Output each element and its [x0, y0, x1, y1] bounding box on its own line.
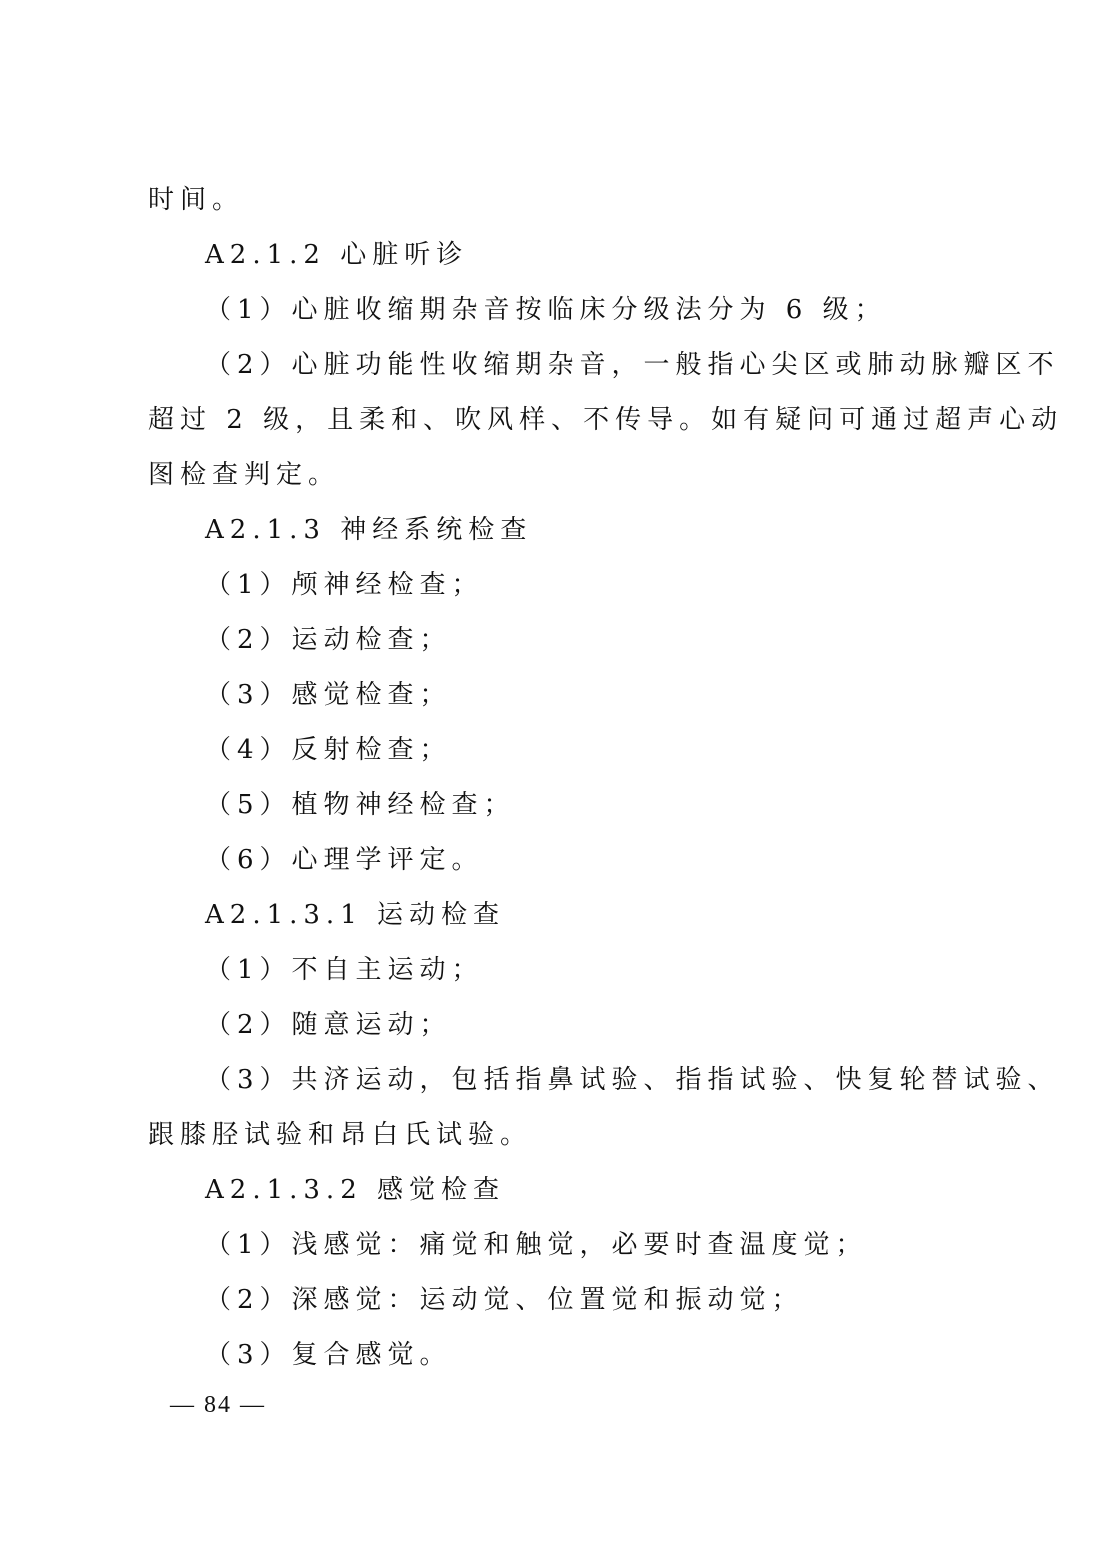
list-item: （1）不自主运动；	[205, 955, 484, 985]
section-heading-a2-1-2: A2.1.2 心脏听诊	[205, 240, 469, 270]
list-item: （2）心脏功能性收缩期杂音，一般指心尖区或肺动脉瓣区不	[205, 350, 1060, 380]
list-item: （3）感觉检查；	[205, 680, 452, 710]
paragraph-line: 超过 2 级，且柔和、吹风样、不传导。如有疑问可通过超声心动	[148, 405, 1064, 435]
paragraph-line-continuation: 时间。	[148, 185, 245, 215]
section-heading-a2-1-3-2: A2.1.3.2 感觉检查	[205, 1175, 506, 1205]
list-item: （4）反射检查；	[205, 735, 452, 765]
list-item: （1）颅神经检查；	[205, 570, 484, 600]
section-heading-a2-1-3: A2.1.3 神经系统检查	[205, 515, 533, 545]
page-number: — 84 —	[170, 1392, 266, 1418]
list-item: （3）共济运动，包括指鼻试验、指指试验、快复轮替试验、	[205, 1065, 1060, 1095]
list-item: （2）随意运动；	[205, 1010, 452, 1040]
section-heading-a2-1-3-1: A2.1.3.1 运动检查	[205, 900, 506, 930]
list-item: （3）复合感觉。	[205, 1340, 452, 1370]
list-item: （2）运动检查；	[205, 625, 452, 655]
list-item: （6）心理学评定。	[205, 845, 484, 875]
paragraph-line: 跟膝胫试验和昂白氏试验。	[148, 1120, 533, 1150]
list-item: （1）心脏收缩期杂音按临床分级法分为 6 级；	[205, 295, 887, 325]
list-item: （2）深感觉：运动觉、位置觉和振动觉；	[205, 1285, 804, 1315]
list-item: （5）植物神经检查；	[205, 790, 516, 820]
list-item: （1）浅感觉：痛觉和触觉，必要时查温度觉；	[205, 1230, 868, 1260]
paragraph-line: 图检查判定。	[148, 460, 341, 490]
